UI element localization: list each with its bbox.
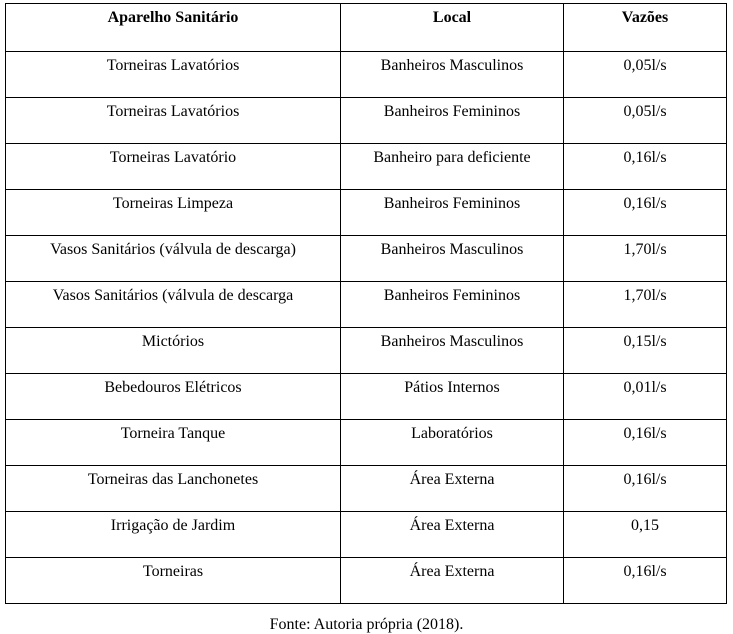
table-row <box>6 144 727 190</box>
cell-local: Área Externa <box>341 466 564 512</box>
cell-vazao: 0,15 <box>564 512 727 558</box>
cell-aparelho: Torneiras Lavatórios <box>6 98 341 144</box>
cell-aparelho: Torneira Tanque <box>6 420 341 466</box>
table-row <box>6 512 727 558</box>
cell-vazao: 0,05l/s <box>564 98 727 144</box>
cell-vazao: 1,70l/s <box>564 236 727 282</box>
cell-aparelho: Vasos Sanitários (válvula de descarga) <box>6 236 341 282</box>
table-row <box>6 328 727 374</box>
cell-aparelho: Torneiras <box>6 558 341 604</box>
cell-local: Área Externa <box>341 558 564 604</box>
table-row <box>6 98 727 144</box>
cell-local: Área Externa <box>341 512 564 558</box>
cell-local: Banheiros Femininos <box>341 282 564 328</box>
header-vazoes: Vazões <box>564 4 727 52</box>
table-row <box>6 282 727 328</box>
table-header-row <box>6 4 727 52</box>
cell-local: Banheiros Femininos <box>341 98 564 144</box>
cell-aparelho: Vasos Sanitários (válvula de descarga <box>6 282 341 328</box>
cell-aparelho: Bebedouros Elétricos <box>6 374 341 420</box>
cell-vazao: 0,16l/s <box>564 144 727 190</box>
cell-aparelho: Torneiras das Lanchonetes <box>6 466 341 512</box>
table-row <box>6 52 727 98</box>
cell-aparelho: Irrigação de Jardim <box>6 512 341 558</box>
cell-aparelho: Torneiras Lavatórios <box>6 52 341 98</box>
table-row <box>6 466 727 512</box>
header-aparelho: Aparelho Sanitário <box>6 4 341 52</box>
header-local: Local <box>341 4 564 52</box>
flow-rate-table-container <box>5 3 726 604</box>
cell-vazao: 0,05l/s <box>564 52 727 98</box>
table-row <box>6 558 727 604</box>
table-row <box>6 236 727 282</box>
cell-vazao: 0,16l/s <box>564 466 727 512</box>
cell-vazao: 1,70l/s <box>564 282 727 328</box>
cell-aparelho: Mictórios <box>6 328 341 374</box>
cell-local: Banheiros Masculinos <box>341 52 564 98</box>
cell-aparelho: Torneiras Lavatório <box>6 144 341 190</box>
table-row <box>6 190 727 236</box>
cell-local: Banheiros Femininos <box>341 190 564 236</box>
cell-local: Pátios Internos <box>341 374 564 420</box>
flow-rate-table <box>5 3 727 604</box>
cell-vazao: 0,16l/s <box>564 558 727 604</box>
cell-local: Banheiros Masculinos <box>341 236 564 282</box>
table-row <box>6 374 727 420</box>
cell-local: Laboratórios <box>341 420 564 466</box>
cell-aparelho: Torneiras Limpeza <box>6 190 341 236</box>
cell-vazao: 0,15l/s <box>564 328 727 374</box>
cell-vazao: 0,01l/s <box>564 374 727 420</box>
cell-local: Banheiros Masculinos <box>341 328 564 374</box>
table-row <box>6 420 727 466</box>
cell-local: Banheiro para deficiente <box>341 144 564 190</box>
table-source-caption: Fonte: Autoria própria (2018). <box>269 616 464 633</box>
cell-vazao: 0,16l/s <box>564 420 727 466</box>
cell-vazao: 0,16l/s <box>564 190 727 236</box>
table-body <box>6 52 727 604</box>
